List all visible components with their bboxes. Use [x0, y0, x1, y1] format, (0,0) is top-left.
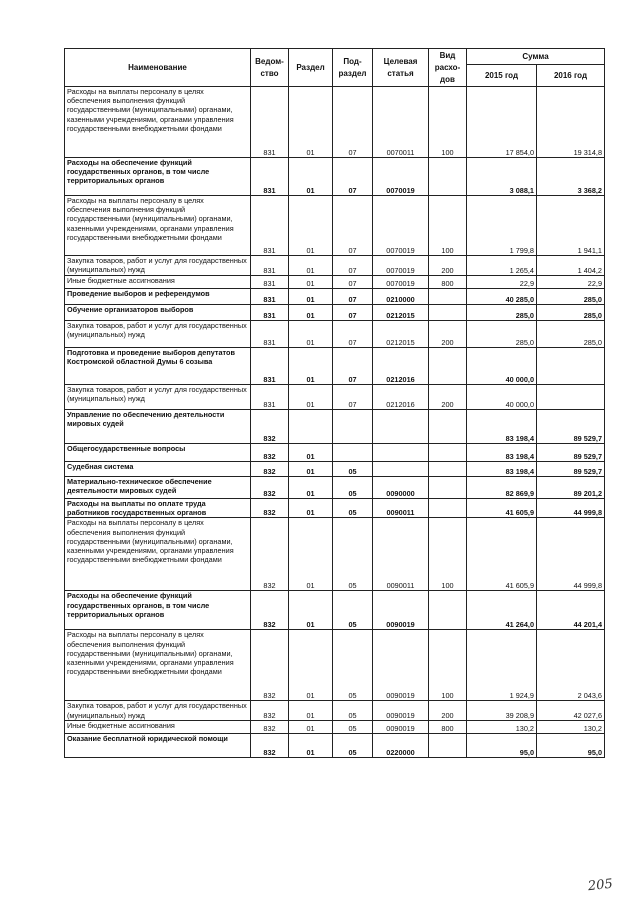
row-target: 0090019 — [373, 701, 429, 720]
row-dept: 832 — [251, 518, 289, 591]
row-subsection — [333, 410, 373, 444]
row-sum-2015: 285,0 — [467, 305, 537, 321]
row-sum-2016: 95,0 — [537, 733, 605, 757]
row-target: 0090011 — [373, 499, 429, 518]
row-sum-2015: 41 605,9 — [467, 499, 537, 518]
row-target: 0090019 — [373, 630, 429, 701]
row-target: 0210000 — [373, 289, 429, 305]
row-kind: 800 — [429, 276, 467, 289]
row-sum-2016 — [537, 385, 605, 410]
row-name: Закупка товаров, работ и услуг для государственных (муниципальных) нужд — [65, 256, 251, 276]
row-kind: 200 — [429, 701, 467, 720]
row-subsection: 07 — [333, 87, 373, 158]
row-section: 01 — [289, 733, 333, 757]
row-kind — [429, 733, 467, 757]
row-subsection: 05 — [333, 630, 373, 701]
row-sum-2016: 44 999,8 — [537, 518, 605, 591]
row-kind — [429, 410, 467, 444]
row-target — [373, 410, 429, 444]
row-sum-2015: 41 264,0 — [467, 591, 537, 630]
row-section: 01 — [289, 444, 333, 462]
row-dept: 831 — [251, 158, 289, 196]
row-kind: 100 — [429, 196, 467, 256]
row-sum-2016 — [537, 348, 605, 385]
row-name: Судебная система — [65, 462, 251, 477]
row-kind — [429, 444, 467, 462]
row-subsection: 05 — [333, 733, 373, 757]
row-sum-2015: 82 869,9 — [467, 477, 537, 499]
header-dept: Ведом-ство — [251, 49, 289, 87]
row-section: 01 — [289, 305, 333, 321]
row-target: 0090000 — [373, 477, 429, 499]
row-sum-2016: 42 027,6 — [537, 701, 605, 720]
row-sum-2016: 22,9 — [537, 276, 605, 289]
row-section: 01 — [289, 720, 333, 733]
table-row — [65, 289, 605, 305]
table-row — [65, 321, 605, 348]
row-sum-2015: 83 198,4 — [467, 410, 537, 444]
row-dept: 832 — [251, 630, 289, 701]
table-row — [65, 733, 605, 757]
row-section: 01 — [289, 591, 333, 630]
row-name: Подготовка и проведение выборов депутатов Костромской областной Думы 6 созыва — [65, 348, 251, 385]
row-subsection: 07 — [333, 196, 373, 256]
row-sum-2016: 3 368,2 — [537, 158, 605, 196]
row-section: 01 — [289, 276, 333, 289]
row-sum-2016: 2 043,6 — [537, 630, 605, 701]
row-sum-2016: 89 529,7 — [537, 410, 605, 444]
row-sum-2016: 285,0 — [537, 289, 605, 305]
row-kind — [429, 477, 467, 499]
row-sum-2015: 1 799,8 — [467, 196, 537, 256]
table-row — [65, 256, 605, 276]
row-kind: 100 — [429, 87, 467, 158]
row-subsection: 05 — [333, 701, 373, 720]
row-subsection: 07 — [333, 348, 373, 385]
row-sum-2016: 44 201,4 — [537, 591, 605, 630]
table-row — [65, 276, 605, 289]
row-subsection: 07 — [333, 385, 373, 410]
row-dept: 831 — [251, 256, 289, 276]
row-dept: 831 — [251, 87, 289, 158]
row-section: 01 — [289, 348, 333, 385]
row-kind — [429, 348, 467, 385]
table-row — [65, 477, 605, 499]
row-target: 0070019 — [373, 256, 429, 276]
row-sum-2016: 1 404,2 — [537, 256, 605, 276]
table-row — [65, 87, 605, 158]
row-kind: 200 — [429, 256, 467, 276]
table-row — [65, 462, 605, 477]
row-sum-2015: 130,2 — [467, 720, 537, 733]
row-kind — [429, 158, 467, 196]
row-name: Иные бюджетные ассигнования — [65, 720, 251, 733]
row-sum-2016: 285,0 — [537, 321, 605, 348]
table-row — [65, 720, 605, 733]
row-subsection: 05 — [333, 720, 373, 733]
row-sum-2015: 83 198,4 — [467, 462, 537, 477]
row-target — [373, 462, 429, 477]
row-subsection: 05 — [333, 591, 373, 630]
table-row — [65, 410, 605, 444]
table-body — [65, 87, 605, 758]
row-name: Расходы на обеспечение функций государственных органов, в том числе территориальных органов — [65, 158, 251, 196]
row-subsection: 07 — [333, 289, 373, 305]
header-section: Раздел — [289, 49, 333, 87]
header-sum: Сумма — [467, 49, 605, 65]
table-row — [65, 499, 605, 518]
row-subsection: 07 — [333, 305, 373, 321]
header-2016: 2016 год — [537, 65, 605, 87]
table-row — [65, 630, 605, 701]
row-subsection: 07 — [333, 256, 373, 276]
header-2015: 2015 год — [467, 65, 537, 87]
row-target: 0090019 — [373, 720, 429, 733]
row-dept: 831 — [251, 196, 289, 256]
row-name: Закупка товаров, работ и услуг для государственных (муниципальных) нужд — [65, 385, 251, 410]
row-name: Обучение организаторов выборов — [65, 305, 251, 321]
row-target: 0212015 — [373, 305, 429, 321]
row-section: 01 — [289, 256, 333, 276]
row-name: Расходы на выплаты персоналу в целях обеспечения выполнения функций государственными (муниципальными) органами, казенными учреждениями, органами управления государственными внебюджетными фондами — [65, 196, 251, 256]
table-row — [65, 701, 605, 720]
row-target: 0212016 — [373, 385, 429, 410]
row-section: 01 — [289, 385, 333, 410]
row-sum-2016: 89 529,7 — [537, 462, 605, 477]
row-dept: 832 — [251, 701, 289, 720]
row-target — [373, 444, 429, 462]
row-kind: 100 — [429, 630, 467, 701]
row-target: 0070019 — [373, 196, 429, 256]
row-dept: 832 — [251, 444, 289, 462]
row-dept: 832 — [251, 477, 289, 499]
row-sum-2015: 285,0 — [467, 321, 537, 348]
page-number: 205 — [587, 876, 614, 895]
row-name: Оказание бесплатной юридической помощи — [65, 733, 251, 757]
header-target: Целевая статья — [373, 49, 429, 87]
row-name: Проведение выборов и референдумов — [65, 289, 251, 305]
header-name: Наименование — [65, 49, 251, 87]
row-section — [289, 410, 333, 444]
row-dept: 832 — [251, 591, 289, 630]
row-target: 0090011 — [373, 518, 429, 591]
row-subsection: 05 — [333, 499, 373, 518]
row-subsection: 05 — [333, 518, 373, 591]
row-kind: 800 — [429, 720, 467, 733]
row-sum-2015: 40 000,0 — [467, 385, 537, 410]
row-kind: 100 — [429, 518, 467, 591]
row-section: 01 — [289, 477, 333, 499]
row-sum-2015: 17 854,0 — [467, 87, 537, 158]
row-subsection: 07 — [333, 276, 373, 289]
row-target: 0220000 — [373, 733, 429, 757]
row-dept: 832 — [251, 410, 289, 444]
row-sum-2015: 22,9 — [467, 276, 537, 289]
row-kind — [429, 289, 467, 305]
row-subsection: 07 — [333, 321, 373, 348]
row-name: Расходы на обеспечение функций государственных органов, в том числе территориальных органов — [65, 591, 251, 630]
row-sum-2015: 83 198,4 — [467, 444, 537, 462]
table-row — [65, 305, 605, 321]
row-name: Иные бюджетные ассигнования — [65, 276, 251, 289]
row-sum-2015: 95,0 — [467, 733, 537, 757]
row-target: 0212016 — [373, 348, 429, 385]
row-target: 0070019 — [373, 276, 429, 289]
row-target: 0070011 — [373, 87, 429, 158]
row-sum-2016: 1 941,1 — [537, 196, 605, 256]
row-subsection: 07 — [333, 158, 373, 196]
row-section: 01 — [289, 321, 333, 348]
row-name: Расходы на выплаты персоналу в целях обеспечения выполнения функций государственными (муниципальными) органами, казенными учреждениями, органами управления государственными внебюджетными фондами — [65, 630, 251, 701]
row-sum-2015: 1 924,9 — [467, 630, 537, 701]
row-name: Расходы на выплаты персоналу в целях обеспечения выполнения функций государственными (муниципальными) органами, казенными учреждениями, органами управления государственными внебюджетными фондами — [65, 518, 251, 591]
row-subsection — [333, 444, 373, 462]
budget-table — [64, 48, 605, 758]
table-row — [65, 518, 605, 591]
row-name: Расходы на выплаты по оплате труда работников государственных органов — [65, 499, 251, 518]
row-subsection: 05 — [333, 462, 373, 477]
table-row — [65, 385, 605, 410]
row-sum-2015: 40 285,0 — [467, 289, 537, 305]
row-target: 0070019 — [373, 158, 429, 196]
row-sum-2016: 89 201,2 — [537, 477, 605, 499]
row-dept: 831 — [251, 321, 289, 348]
row-dept: 831 — [251, 305, 289, 321]
table-row — [65, 158, 605, 196]
row-dept: 831 — [251, 276, 289, 289]
row-name: Закупка товаров, работ и услуг для государственных (муниципальных) нужд — [65, 321, 251, 348]
row-section: 01 — [289, 158, 333, 196]
row-section: 01 — [289, 701, 333, 720]
row-sum-2016: 130,2 — [537, 720, 605, 733]
row-section: 01 — [289, 289, 333, 305]
row-section: 01 — [289, 518, 333, 591]
row-kind — [429, 462, 467, 477]
row-sum-2016: 19 314,8 — [537, 87, 605, 158]
row-section: 01 — [289, 499, 333, 518]
table-row — [65, 348, 605, 385]
row-kind: 200 — [429, 385, 467, 410]
row-sum-2015: 39 208,9 — [467, 701, 537, 720]
row-target: 0212015 — [373, 321, 429, 348]
row-sum-2016: 44 999,8 — [537, 499, 605, 518]
row-kind — [429, 499, 467, 518]
row-target: 0090019 — [373, 591, 429, 630]
row-sum-2016: 89 529,7 — [537, 444, 605, 462]
row-dept: 831 — [251, 289, 289, 305]
row-dept: 832 — [251, 733, 289, 757]
row-dept: 832 — [251, 462, 289, 477]
row-sum-2015: 1 265,4 — [467, 256, 537, 276]
table-row — [65, 196, 605, 256]
row-dept: 831 — [251, 385, 289, 410]
row-name: Управление по обеспечению деятельности мировых судей — [65, 410, 251, 444]
row-name: Закупка товаров, работ и услуг для государственных (муниципальных) нужд — [65, 701, 251, 720]
row-subsection: 05 — [333, 477, 373, 499]
row-name: Расходы на выплаты персоналу в целях обеспечения выполнения функций государственными (муниципальными) органами, казенными учреждениями, органами управления государственными внебюджетными фондами — [65, 87, 251, 158]
row-section: 01 — [289, 196, 333, 256]
row-kind — [429, 591, 467, 630]
row-section: 01 — [289, 462, 333, 477]
row-sum-2016: 285,0 — [537, 305, 605, 321]
row-name: Общегосударственные вопросы — [65, 444, 251, 462]
row-sum-2015: 40 000,0 — [467, 348, 537, 385]
header-subsection: Под-раздел — [333, 49, 373, 87]
row-dept: 831 — [251, 348, 289, 385]
row-kind — [429, 305, 467, 321]
row-name: Материально-техническое обеспечение деятельности мировых судей — [65, 477, 251, 499]
table-row — [65, 591, 605, 630]
row-sum-2015: 3 088,1 — [467, 158, 537, 196]
table-row — [65, 444, 605, 462]
row-dept: 832 — [251, 720, 289, 733]
row-section: 01 — [289, 630, 333, 701]
row-kind: 200 — [429, 321, 467, 348]
row-sum-2015: 41 605,9 — [467, 518, 537, 591]
row-dept: 832 — [251, 499, 289, 518]
header-kind: Вид расхо-дов — [429, 49, 467, 87]
row-section: 01 — [289, 87, 333, 158]
